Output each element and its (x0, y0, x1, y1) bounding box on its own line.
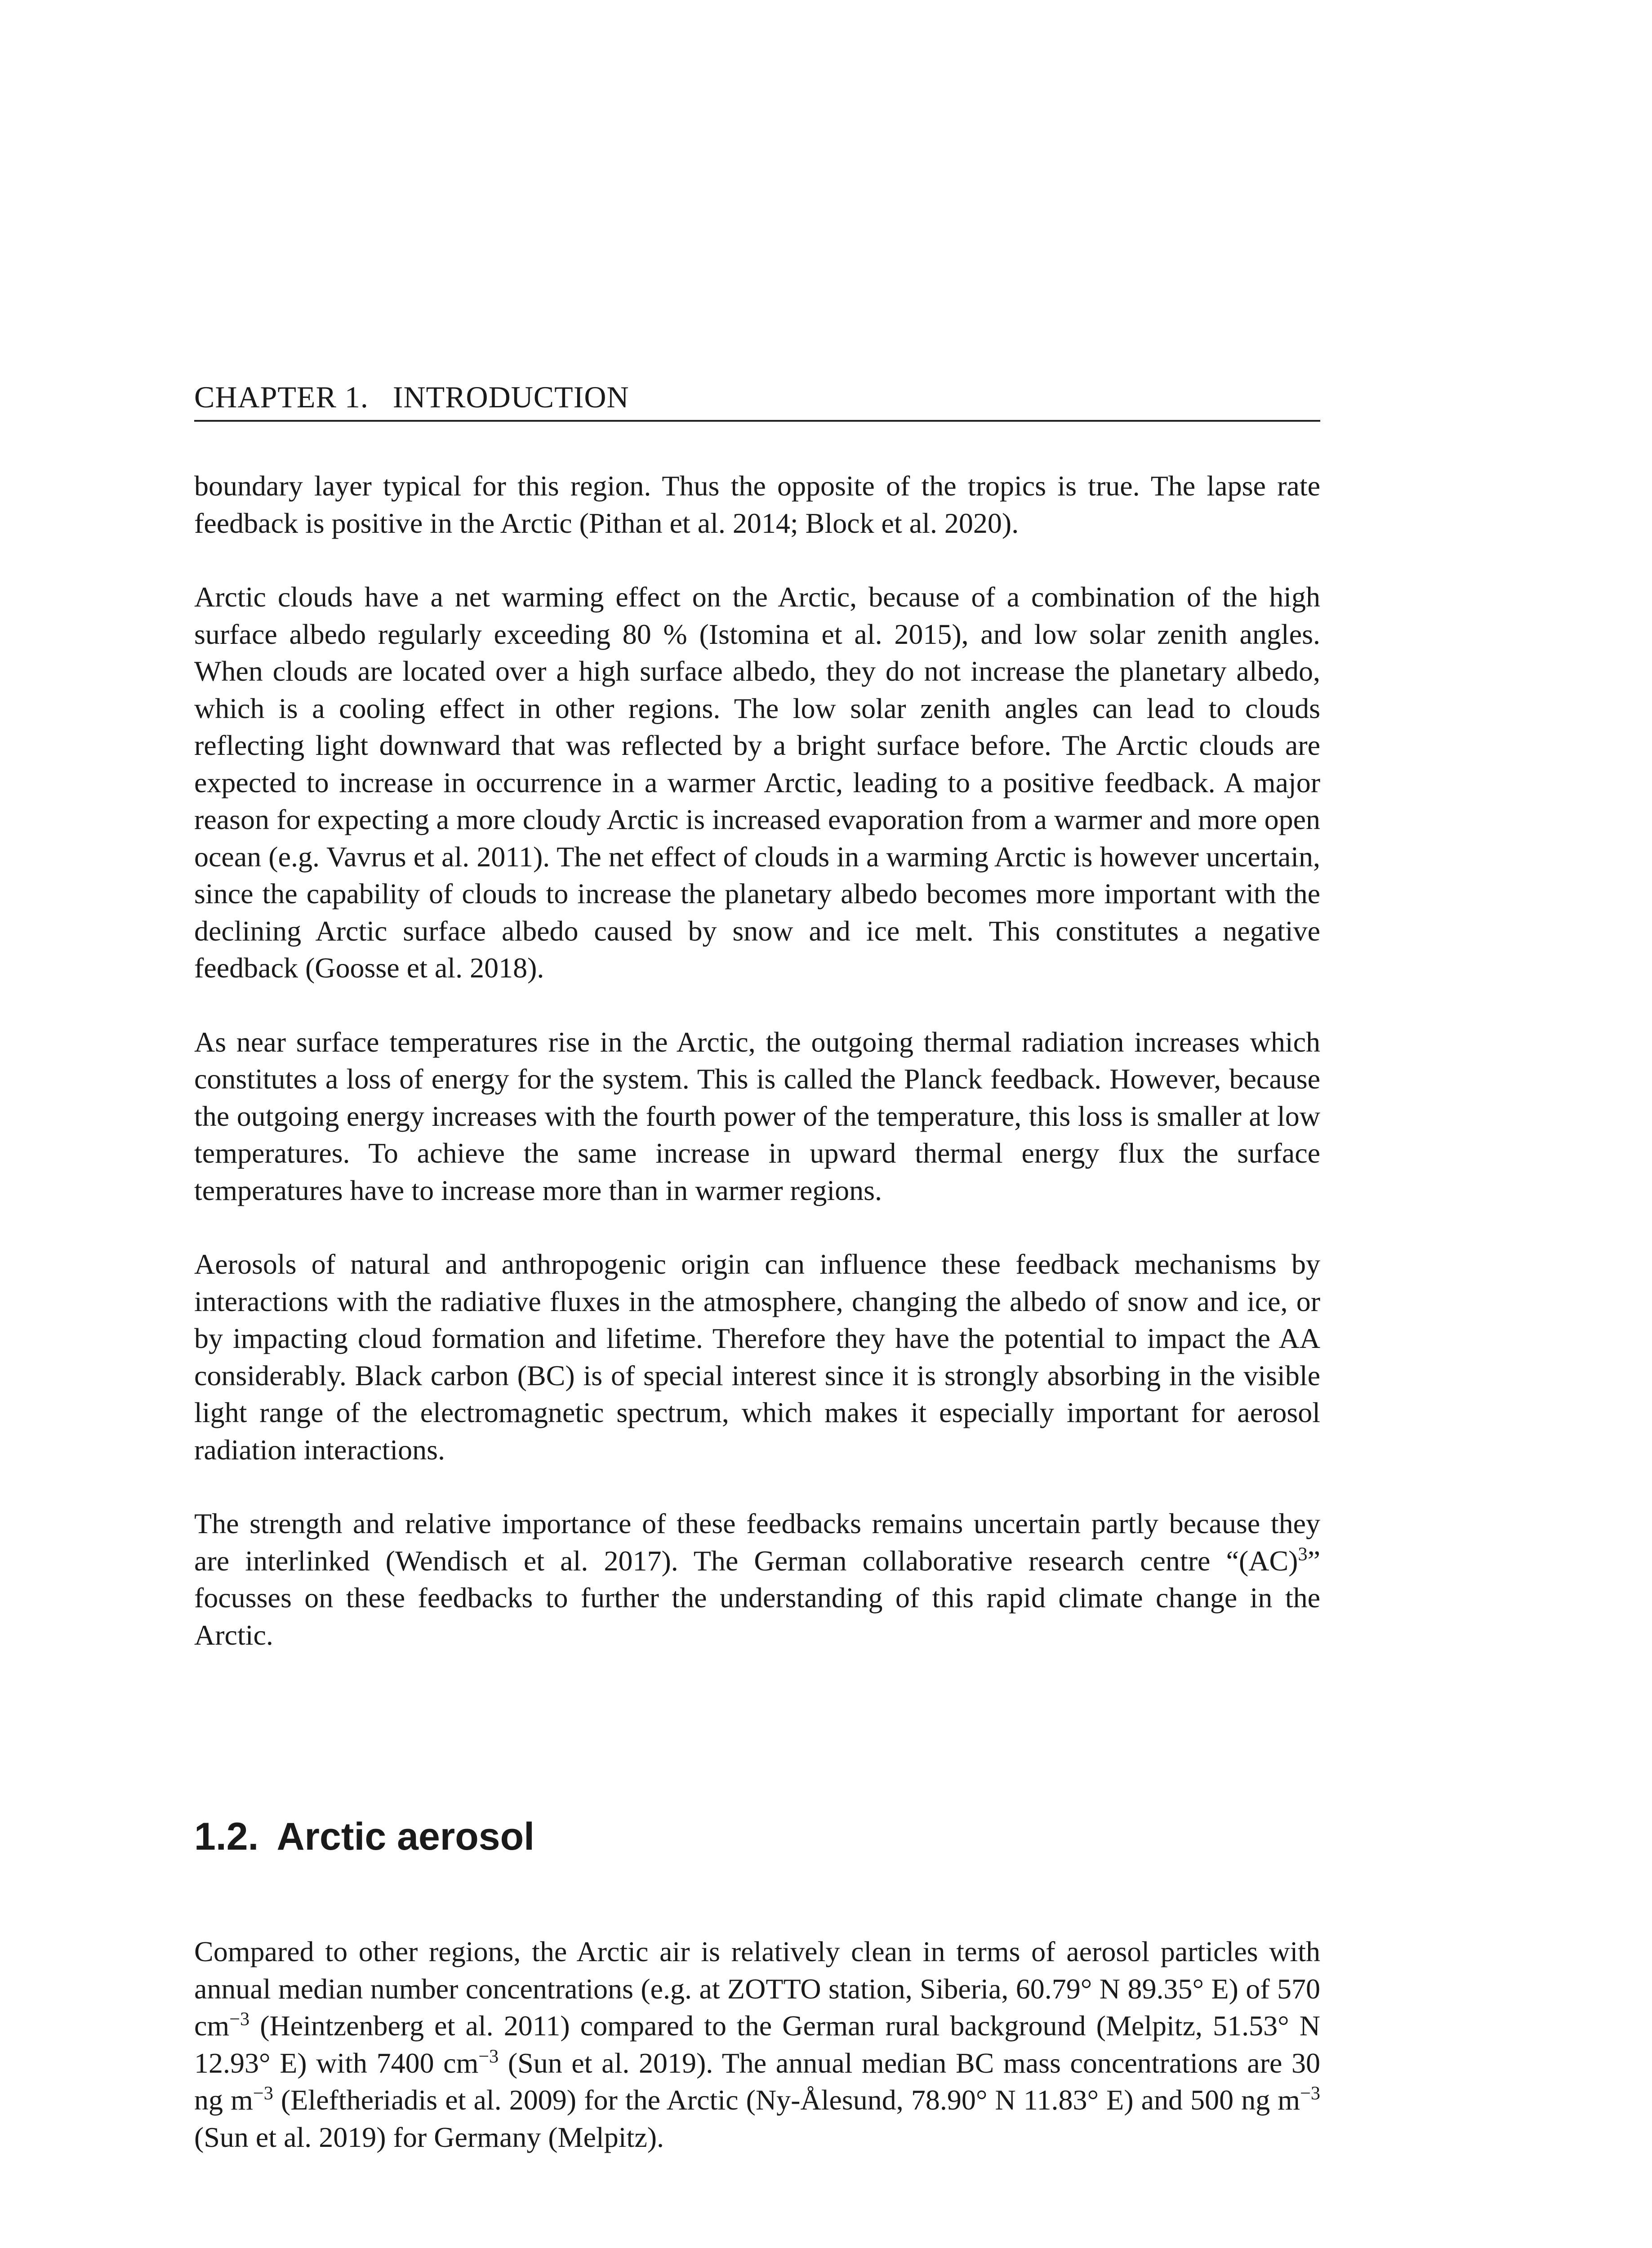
chapter-title: INTRODUCTION (392, 380, 629, 414)
section-number: 1.2. (194, 1815, 259, 1858)
paragraph: As near surface temperatures rise in the Arctic, the outgoing thermal radiation increases which constitutes a loss of energy for the system. This is called the Planck feedback. However, because the outgoing energy increases with the fourth power of the temperature, this loss is smaller at low temperatures. To achieve the same increase in upward thermal energy flux the surface temperatures have to increase more than in warmer regions. (194, 1026, 1320, 1206)
superscript: −3 (1300, 2083, 1321, 2104)
paragraph-text: ” focusses on these feedbacks to further the understanding of this rapid climate change in the Arctic. (194, 1544, 1320, 1651)
section-heading (194, 1812, 1320, 1861)
section-title: Arctic aerosol (276, 1815, 535, 1858)
paragraph-text: (Eleftheriadis et al. 2009) for the Arctic (Ny-Ålesund, 78.90° N 11.83° E) and 500 ng m (273, 2084, 1300, 2116)
superscript: −3 (478, 2046, 499, 2067)
running-header (194, 377, 1320, 422)
paragraph: boundary layer typical for this region. Thus the opposite of the tropics is true. The lapse rate feedback is positive in the Arctic (Pithan et al. 2014; Block et al. 2020). (194, 470, 1320, 539)
paragraph (194, 1933, 1320, 2156)
superscript: −3 (253, 2083, 273, 2104)
superscript: 3 (1298, 1543, 1308, 1565)
paragraph: Aerosols of natural and anthropogenic origin can influence these feedback mechanisms by interactions with the radiative fluxes in the atmosphere, changing the albedo of snow and ice, or by impacting cloud formation and lifetime. Therefore they have the potential to impact the AA considerably. Black carbon (BC) is of special interest since it is strongly absorbing in the visible light range of the electromagnetic spectrum, which makes it especially important for aerosol radiation interactions. (194, 1248, 1320, 1466)
paragraph-text: Compared to other regions, the Arctic air is relatively clean in terms of aerosol particles with annual median number concentrations (e.g. at ZOTTO station, Siberia, 60.79° N 89.35° E) of 570 cm (194, 1936, 1320, 2042)
paragraph-text: (Sun et al. 2019) for Germany (Melpitz). (194, 2121, 664, 2153)
paragraph-text: (Heintzenberg et al. 2011) compared to the German rural background (Melpitz, 51.53° N 12.93° E) with 7400 cm (194, 2010, 1320, 2079)
paragraph: Arctic clouds have a net warming effect on the Arctic, because of a combination of the high surface albedo regularly exceeding 80 % (Istomina et al. 2015), and low solar zenith angles. When clouds are located over a high surface albedo, they do not increase the planetary albedo, which is a cooling effect in other regions. The low solar zenith angles can lead to clouds reflecting light downward that was reflected by a bright surface before. The Arctic clouds are expected to increase in occurrence in a warmer Arctic, leading to a positive feedback. A major reason for expecting a more cloudy Arctic is increased evaporation from a warmer and more open ocean (e.g. Vavrus et al. 2011). The net effect of clouds in a warming Arctic is however uncertain, since the capability of clouds to increase the planetary albedo becomes more important with the declining Arctic surface albedo caused by snow and ice melt. This constitutes a negative feedback (Goosse et al. 2018). (194, 581, 1320, 984)
section-body (194, 1933, 1320, 2156)
superscript: −3 (229, 2008, 250, 2030)
body-text (194, 468, 1320, 1690)
paragraph (194, 1505, 1320, 1654)
chapter-label: CHAPTER 1. (194, 380, 369, 414)
paragraph-text: The strength and relative importance of these feedbacks remains uncertain partly because they are interlinked (Wendisch et al. 2017). The German collaborative research centre “(AC) (194, 1508, 1320, 1577)
paragraph-text: (Sun et al. 2019). The annual median BC mass concentrations are 30 ng m (194, 2047, 1320, 2116)
